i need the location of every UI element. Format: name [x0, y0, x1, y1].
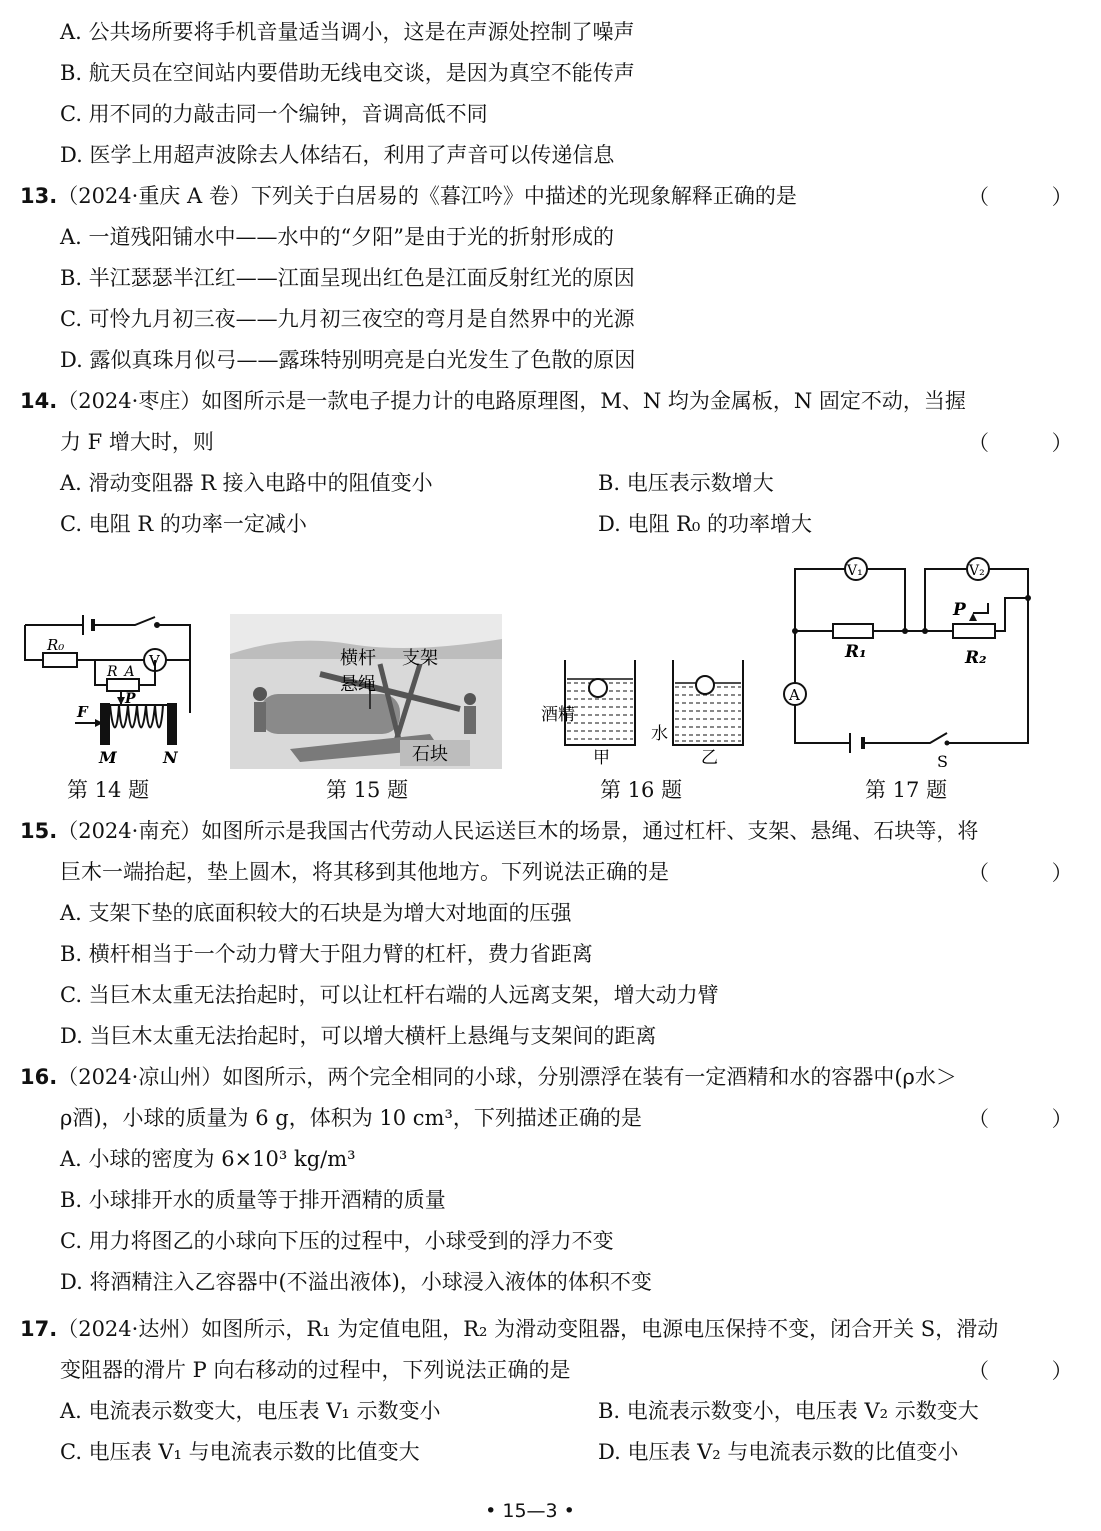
q16-option-a: A. 小球的密度为 6×10³ kg/m³ — [60, 1147, 356, 1171]
q16-stem — [20, 1062, 957, 1092]
q14-number: 14. — [20, 389, 58, 413]
q14-answer-blank: （ ） — [968, 431, 1101, 455]
q17-stem-line2: 变阻器的滑片 P 向右移动的过程中，下列说法正确的是 — [60, 1358, 571, 1382]
q13-answer-blank: （ ） — [968, 185, 1101, 209]
q16-number: 16. — [20, 1065, 58, 1089]
figure-16-containers — [535, 655, 750, 770]
q14-stem — [20, 386, 966, 416]
q16-answer-blank: （ ） — [968, 1107, 1101, 1131]
page-number: • 15—3 • — [485, 1500, 575, 1522]
q15-option-d: D. 当巨木太重无法抬起时，可以增大横杆上悬绳与支架间的距离 — [60, 1024, 657, 1048]
fig15-label-xuansheng: 悬绳 — [340, 674, 376, 695]
q17-option-c: C. 电压表 V₁ 与电流表示数的比值变大 — [60, 1440, 420, 1464]
q15-stem — [20, 816, 978, 846]
q17-option-d: D. 电压表 V₂ 与电流表示数的比值变小 — [598, 1440, 959, 1464]
q15-stem-line2: 巨木一端抬起，垫上圆木，将其移到其他地方。下列说法正确的是 — [60, 860, 669, 884]
q14-option-a: A. 滑动变阻器 R 接入电路中的阻值变小 — [60, 471, 433, 495]
figure-15-illustration — [230, 614, 502, 769]
q13-number: 13. — [20, 184, 58, 208]
fig17-label-a: A — [789, 686, 800, 704]
q16-option-b: B. 小球排开水的质量等于排开酒精的质量 — [60, 1188, 446, 1212]
fig17-caption: 第 17 题 — [865, 778, 948, 802]
fig17-label-s: S — [937, 752, 948, 771]
fig15-label-hengan: 横杆 — [340, 648, 376, 669]
fig14-label-v: V — [149, 652, 160, 670]
fig17-label-v2: V₂ — [969, 563, 985, 579]
q13-option-d: D. 露似真珠月似弓——露珠特别明亮是白光发生了色散的原因 — [60, 348, 636, 372]
fig14-label-r0: R₀ — [47, 636, 65, 654]
q15-option-b: B. 横杆相当于一个动力臂大于阻力臂的杠杆，费力省距离 — [60, 942, 593, 966]
figure-17-circuit — [775, 553, 1040, 773]
q14-option-b: B. 电压表示数增大 — [598, 471, 774, 495]
fig17-label-v1: V₁ — [847, 563, 863, 579]
fig14-label-ra: R_A — [107, 664, 135, 680]
fig14-label-f: F — [77, 703, 88, 721]
q17-answer-blank: （ ） — [968, 1359, 1101, 1383]
fig16-label-jiujing-text: 酒精 — [541, 705, 575, 725]
figure-14-circuit — [15, 595, 215, 770]
q14-option-d: D. 电阻 R₀ 的功率增大 — [598, 512, 813, 536]
q17-number: 17. — [20, 1317, 58, 1341]
q13-option-b: B. 半江瑟瑟半江红——江面呈现出红色是江面反射红光的原因 — [60, 266, 635, 290]
q17-stem — [20, 1314, 998, 1344]
q15-option-a: A. 支架下垫的底面积较大的石块是为增大对地面的压强 — [60, 901, 572, 925]
fig14-label-p: P — [125, 691, 136, 707]
fig15-label-zhijia: 支架 — [402, 648, 438, 669]
q12-option-c: C. 用不同的力敲击同一个编钟，音调高低不同 — [60, 102, 488, 126]
fig14-caption: 第 14 题 — [67, 778, 150, 802]
fig14-label-m: M — [99, 748, 117, 767]
fig17-label-p: P — [953, 600, 966, 620]
q14-stem-line2: 力 F 增大时，则 — [60, 430, 214, 454]
fig17-label-r2: R₂ — [965, 648, 987, 668]
q17-option-a: A. 电流表示数变大，电压表 V₁ 示数变小 — [60, 1399, 441, 1423]
q15-stem-text: （2024·南充）如图所示是我国古代劳动人民运送巨木的场景，通过杠杆、支架、悬绳、石块等，将 — [57, 819, 979, 843]
q14-option-c: C. 电阻 R 的功率一定减小 — [60, 512, 307, 536]
q15-option-c: C. 当巨木太重无法抬起时，可以让杠杆右端的人远离支架，增大动力臂 — [60, 983, 719, 1007]
q13-stem — [20, 181, 797, 211]
q15-number: 15. — [20, 819, 58, 843]
q13-stem-text: （2024·重庆 A 卷）下列关于白居易的《暮江吟》中描述的光现象解释正确的是 — [57, 184, 797, 208]
fig16-caption: 第 16 题 — [600, 778, 683, 802]
q16-option-c: C. 用力将图乙的小球向下压的过程中，小球受到的浮力不变 — [60, 1229, 614, 1253]
fig16-label-shui: 水 — [651, 724, 668, 744]
fig16-label-jia: 甲 — [593, 748, 610, 768]
q16-option-d: D. 将酒精注入乙容器中(不溢出液体)，小球浸入液体的体积不变 — [60, 1270, 652, 1294]
q13-option-a: A. 一道残阳铺水中——水中的“夕阳”是由于光的折射形成的 — [60, 225, 614, 249]
q17-option-b: B. 电流表示数变小，电压表 V₂ 示数变大 — [598, 1399, 979, 1423]
fig16-label-jiujing — [541, 705, 575, 725]
q14-stem-text: （2024·枣庄）如图所示是一款电子提力计的电路原理图，M、N 均为金属板，N 固定不动，当握 — [57, 389, 966, 413]
q17-stem-text: （2024·达州）如图所示，R₁ 为定值电阻，R₂ 为滑动变阻器，电源电压保持不变，闭合开关 S，滑动 — [57, 1317, 999, 1341]
fig17-label-r1: R₁ — [845, 642, 867, 662]
q16-stem-line2: ρ酒)，小球的质量为 6 g，体积为 10 cm³，下列描述正确的是 — [60, 1106, 642, 1130]
fig15-label-shikuai: 石块 — [412, 744, 448, 765]
q12-option-a: A. 公共场所要将手机音量适当调小，这是在声源处控制了噪声 — [60, 20, 635, 44]
fig16-label-yi: 乙 — [701, 748, 718, 768]
q13-option-c: C. 可怜九月初三夜——九月初三夜空的弯月是自然界中的光源 — [60, 307, 635, 331]
q12-option-b: B. 航天员在空间站内要借助无线电交谈，是因为真空不能传声 — [60, 61, 635, 85]
q15-answer-blank: （ ） — [968, 861, 1101, 885]
q16-stem-text: （2024·凉山州）如图所示，两个完全相同的小球，分别漂浮在装有一定酒精和水的容器中(ρ水＞ — [57, 1065, 957, 1089]
fig15-caption: 第 15 题 — [326, 778, 409, 802]
fig14-label-n: N — [163, 748, 178, 767]
q12-option-d: D. 医学上用超声波除去人体结石，利用了声音可以传递信息 — [60, 143, 615, 167]
